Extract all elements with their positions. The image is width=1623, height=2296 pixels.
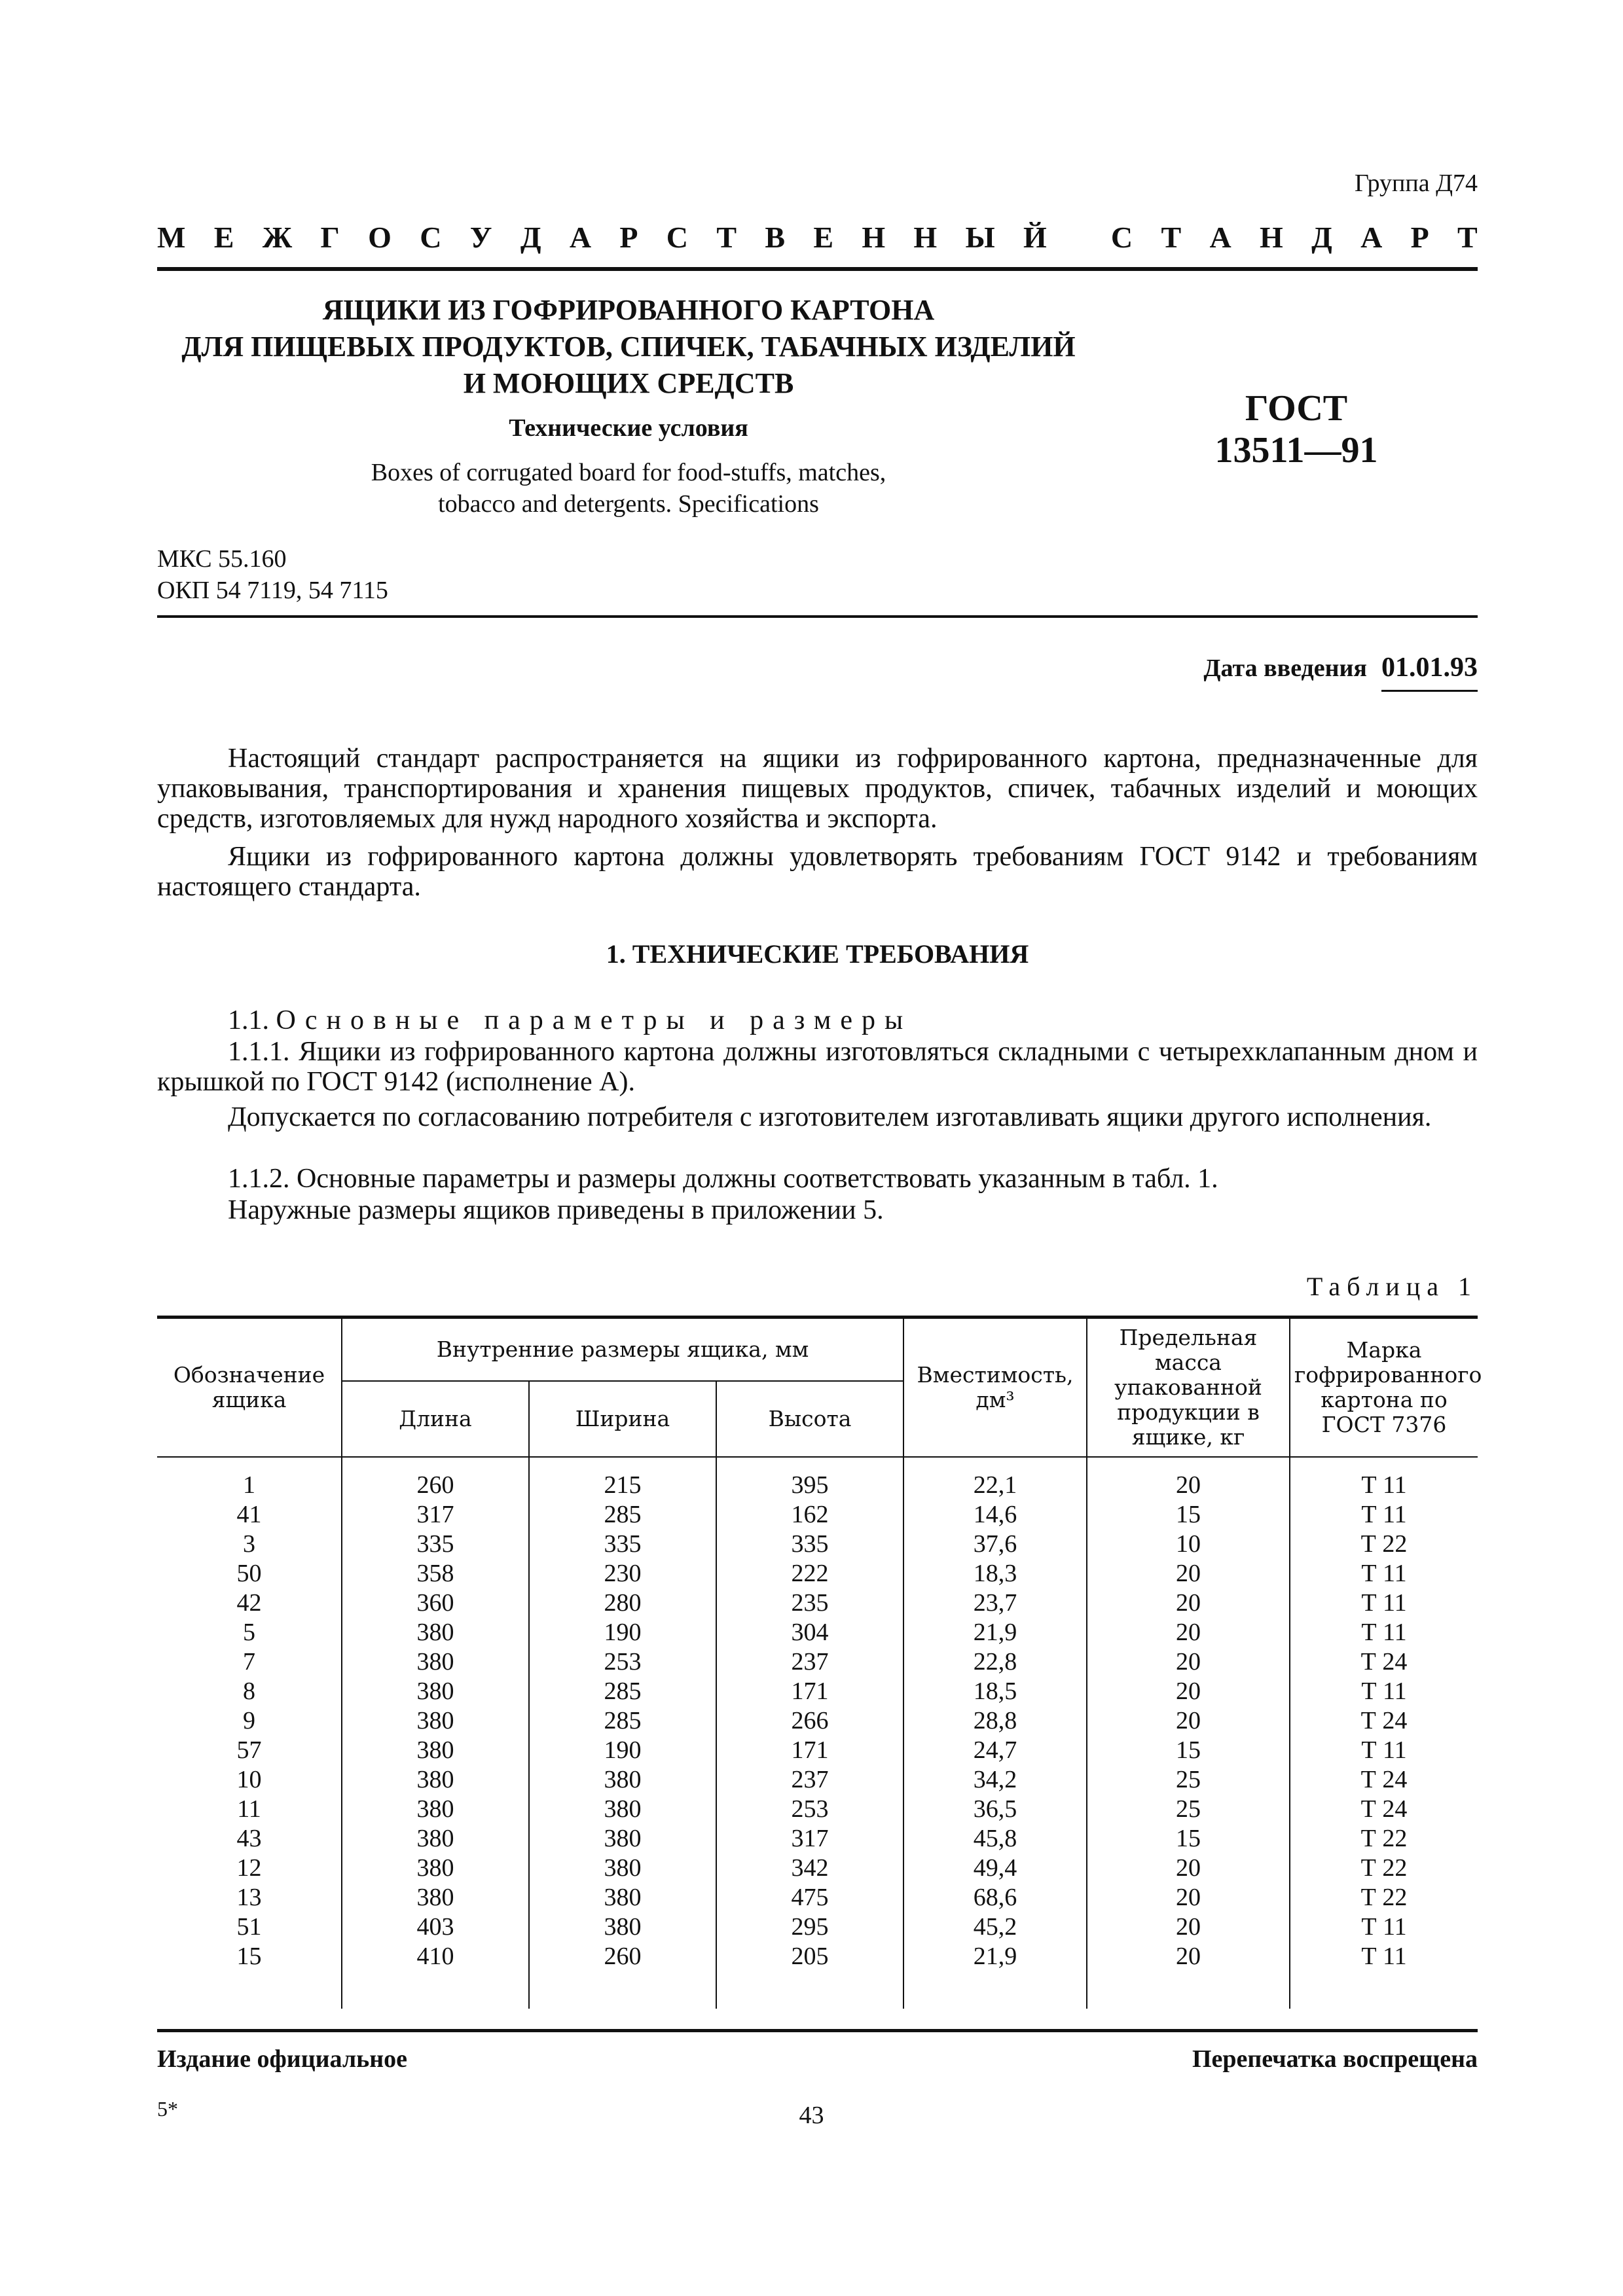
table-row: [157, 1530, 1478, 1559]
cell-designation: 3: [157, 1530, 342, 1559]
cell-length: 380: [342, 1765, 529, 1795]
page-number: 43: [799, 2102, 824, 2129]
cell-capacity: 34,2: [903, 1765, 1087, 1795]
cell-width: 190: [529, 1618, 716, 1647]
cell-max-mass: 20: [1087, 1912, 1290, 1942]
header-designation: Обозначение ящика: [157, 1318, 342, 1458]
header-width: Ширина: [529, 1381, 716, 1457]
heading-letter: Н: [862, 221, 886, 254]
intro-date-label: Дата введения: [1203, 655, 1367, 682]
cell-capacity: 37,6: [903, 1530, 1087, 1559]
heading-letter: Г: [320, 221, 340, 254]
header-capacity: Вместимость, дм³: [903, 1318, 1087, 1458]
gost-number: [1152, 387, 1440, 471]
cell-designation: 5: [157, 1618, 342, 1647]
heading-letter: Д: [520, 221, 541, 254]
table-row: [157, 1706, 1478, 1736]
introduction-date: [1203, 652, 1478, 692]
cell-height: 304: [716, 1618, 903, 1647]
cell-capacity: 18,3: [903, 1559, 1087, 1588]
cell-width: 380: [529, 1765, 716, 1795]
cell-capacity: 14,6: [903, 1500, 1087, 1530]
edition-note: Издание официальное: [157, 2045, 408, 2073]
cell-max-mass: 20: [1087, 1647, 1290, 1677]
section-heading-1: 1. ТЕХНИЧЕСКИЕ ТРЕБОВАНИЯ: [606, 939, 1029, 969]
heading-letter: А: [1360, 221, 1383, 254]
cell-length: 360: [342, 1588, 529, 1618]
cell-capacity: 22,8: [903, 1647, 1087, 1677]
cell-max-mass: 20: [1087, 1883, 1290, 1912]
subsection-number: 1.1.: [228, 1005, 269, 1035]
cell-width: 380: [529, 1854, 716, 1883]
cell-designation: 1: [157, 1457, 342, 1500]
table-row: [157, 1795, 1478, 1824]
heading-letter: Е: [213, 221, 234, 254]
cell-max-mass: 20: [1087, 1677, 1290, 1706]
cell-max-mass: 20: [1087, 1588, 1290, 1618]
cell-height: 162: [716, 1500, 903, 1530]
cell-board-grade: Т 22: [1290, 1530, 1478, 1559]
cell-board-grade: Т 11: [1290, 1912, 1478, 1942]
cell-height: 237: [716, 1765, 903, 1795]
document-title: ЯЩИКИ ИЗ ГОФРИРОВАННОГО КАРТОНА ДЛЯ ПИЩЕВЫХ ПРОДУКТОВ, СПИЧЕК, ТАБАЧНЫХ ИЗДЕЛИЙ И МОЮЩИХ СРЕДСТВ: [181, 294, 1076, 399]
cell-capacity: 21,9: [903, 1942, 1087, 2009]
cell-height: 335: [716, 1530, 903, 1559]
cell-board-grade: Т 11: [1290, 1588, 1478, 1618]
heading-letter: Р: [619, 221, 638, 254]
cell-height: 317: [716, 1824, 903, 1854]
cell-board-grade: Т 11: [1290, 1677, 1478, 1706]
mks-code: МКС 55.160: [157, 545, 287, 573]
cell-width: 380: [529, 1883, 716, 1912]
heading-letter: С: [666, 221, 689, 254]
cell-length: 380: [342, 1824, 529, 1854]
paragraph-scope: Настоящий стандарт распространяется на ящики из гофрированного картона, предназначенные для упаковывания, транспортирования и хранения пищевых продуктов, спичек, табачных изделий и моющих средств, изготовляемых для нужд народного хозяйства и экспорта.: [157, 744, 1478, 834]
footnote-mark: 5*: [157, 2097, 178, 2121]
heading-letter: Т: [1161, 221, 1182, 254]
cell-board-grade: Т 22: [1290, 1854, 1478, 1883]
cell-width: 253: [529, 1647, 716, 1677]
cell-board-grade: Т 24: [1290, 1706, 1478, 1736]
cell-height: 475: [716, 1883, 903, 1912]
cell-designation: 9: [157, 1706, 342, 1736]
table-row: [157, 1588, 1478, 1618]
paragraph-1-1-1: 1.1.1. Ящики из гофрированного картона должны изготовляться складными с четырехклапанным дном и крышкой по ГОСТ 9142 (исполнение А).: [157, 1037, 1478, 1097]
cell-width: 285: [529, 1706, 716, 1736]
heading-letter: Н: [913, 221, 938, 254]
table-row: [157, 1883, 1478, 1912]
cell-capacity: 45,2: [903, 1912, 1087, 1942]
english-title: Boxes of corrugated board for food-stuffs, matches, tobacco and detergents. Specifications: [371, 459, 886, 518]
heading-letter: У: [469, 221, 492, 254]
cell-height: 171: [716, 1736, 903, 1765]
table-row: [157, 1824, 1478, 1854]
header-board-grade: Марка гофрированного картона по ГОСТ 7376: [1290, 1318, 1478, 1458]
cell-width: 215: [529, 1457, 716, 1500]
heading-letter: Н: [1260, 221, 1283, 254]
cell-max-mass: 15: [1087, 1500, 1290, 1530]
cell-max-mass: 15: [1087, 1824, 1290, 1854]
cell-board-grade: Т 11: [1290, 1618, 1478, 1647]
cell-length: 380: [342, 1677, 529, 1706]
cell-width: 380: [529, 1912, 716, 1942]
title-block: [157, 292, 1100, 520]
gost-code: 13511—91: [1214, 430, 1378, 471]
heading-letter: Р: [1410, 221, 1429, 254]
cell-max-mass: 20: [1087, 1942, 1290, 2009]
cell-board-grade: Т 11: [1290, 1500, 1478, 1530]
document-subtitle: Технические условия: [509, 414, 748, 442]
subsection-1-1: [157, 1005, 1478, 1035]
interstate-standard-heading: [157, 220, 1478, 255]
cell-board-grade: Т 11: [1290, 1559, 1478, 1588]
heading-letter: Ж: [262, 221, 293, 254]
cell-height: 205: [716, 1942, 903, 2009]
box-parameters-table: [157, 1316, 1482, 2009]
cell-length: 410: [342, 1942, 529, 2009]
cell-length: 380: [342, 1647, 529, 1677]
cell-capacity: 18,5: [903, 1677, 1087, 1706]
cell-designation: 51: [157, 1912, 342, 1942]
cell-capacity: 22,1: [903, 1457, 1087, 1500]
cell-designation: 41: [157, 1500, 342, 1530]
reprint-note: Перепечатка воспрещена: [1192, 2045, 1478, 2073]
cell-max-mass: 20: [1087, 1854, 1290, 1883]
gost-label: ГОСТ: [1245, 388, 1348, 429]
heading-letter: С: [1110, 221, 1133, 254]
table-body: [157, 1457, 1478, 2009]
cell-capacity: 45,8: [903, 1824, 1087, 1854]
heading-letter: А: [1209, 221, 1231, 254]
paragraph-requirements: Ящики из гофрированного картона должны удовлетворять требованиям ГОСТ 9142 и требованиям настоящего стандарта.: [157, 842, 1478, 902]
cell-max-mass: 20: [1087, 1457, 1290, 1500]
cell-designation: 13: [157, 1883, 342, 1912]
heading-letter: О: [368, 221, 392, 254]
paragraph-1-1-2: 1.1.2. Основные параметры и размеры должны соответствовать указанным в табл. 1.: [228, 1164, 1218, 1194]
heading-letter: М: [157, 221, 186, 254]
cell-designation: 11: [157, 1795, 342, 1824]
table-row: [157, 1559, 1478, 1588]
heading-letter: Д: [1311, 221, 1332, 254]
footer-rule: [157, 2029, 1478, 2032]
table-row: [157, 1500, 1478, 1530]
heading-letter: В: [765, 221, 786, 254]
heading-letter: А: [569, 221, 592, 254]
header-internal-dims: Внутренние размеры ящика, мм: [342, 1318, 903, 1382]
heading-letter: Ы: [965, 221, 995, 254]
cell-width: 190: [529, 1736, 716, 1765]
table-row: [157, 1457, 1478, 1500]
group-code: Группа Д74: [1354, 170, 1478, 197]
cell-width: 335: [529, 1530, 716, 1559]
cell-length: 380: [342, 1795, 529, 1824]
cell-max-mass: 20: [1087, 1559, 1290, 1588]
cell-max-mass: 15: [1087, 1736, 1290, 1765]
cell-width: 260: [529, 1942, 716, 2009]
cell-length: 380: [342, 1706, 529, 1736]
cell-length: 380: [342, 1883, 529, 1912]
header-max-mass: Предельная масса упакованной продукции в ящике, кг: [1087, 1318, 1290, 1458]
cell-board-grade: Т 11: [1290, 1736, 1478, 1765]
table-row: [157, 1854, 1478, 1883]
cell-length: 403: [342, 1912, 529, 1942]
cell-height: 266: [716, 1706, 903, 1736]
cell-max-mass: 25: [1087, 1795, 1290, 1824]
cell-capacity: 36,5: [903, 1795, 1087, 1824]
top-rule: [157, 267, 1478, 271]
cell-board-grade: Т 24: [1290, 1647, 1478, 1677]
heading-letter: Т: [1457, 221, 1478, 254]
cell-length: 335: [342, 1530, 529, 1559]
cell-height: 342: [716, 1854, 903, 1883]
table-row: [157, 1765, 1478, 1795]
cell-length: 380: [342, 1618, 529, 1647]
table-row: [157, 1647, 1478, 1677]
cell-board-grade: Т 22: [1290, 1824, 1478, 1854]
table-row: [157, 1677, 1478, 1706]
cell-width: 285: [529, 1500, 716, 1530]
cell-width: 230: [529, 1559, 716, 1588]
cell-designation: 50: [157, 1559, 342, 1588]
cell-designation: 57: [157, 1736, 342, 1765]
cell-designation: 12: [157, 1854, 342, 1883]
cell-capacity: 49,4: [903, 1854, 1087, 1883]
cell-designation: 42: [157, 1588, 342, 1618]
table-label: Таблица 1: [1306, 1272, 1478, 1301]
cell-board-grade: Т 11: [1290, 1457, 1478, 1500]
cell-board-grade: Т 22: [1290, 1883, 1478, 1912]
cell-capacity: 28,8: [903, 1706, 1087, 1736]
cell-board-grade: Т 11: [1290, 1942, 1478, 2009]
cell-height: 395: [716, 1457, 903, 1500]
cell-height: 253: [716, 1795, 903, 1824]
cell-height: 235: [716, 1588, 903, 1618]
intro-date-value: 01.01.93: [1381, 652, 1478, 692]
table-row: [157, 1912, 1478, 1942]
cell-capacity: 24,7: [903, 1736, 1087, 1765]
cell-max-mass: 20: [1087, 1618, 1290, 1647]
cell-width: 380: [529, 1824, 716, 1854]
classification-codes: [157, 543, 388, 606]
cell-height: 171: [716, 1677, 903, 1706]
heading-letter: Й: [1023, 221, 1047, 254]
cell-board-grade: Т 24: [1290, 1795, 1478, 1824]
cell-designation: 15: [157, 1942, 342, 2009]
cell-width: 280: [529, 1588, 716, 1618]
cell-length: 260: [342, 1457, 529, 1500]
cell-width: 285: [529, 1677, 716, 1706]
table-row: [157, 1618, 1478, 1647]
cell-height: 222: [716, 1559, 903, 1588]
header-height: Высота: [716, 1381, 903, 1457]
cell-height: 295: [716, 1912, 903, 1942]
table-row: [157, 1736, 1478, 1765]
cell-length: 380: [342, 1736, 529, 1765]
cell-max-mass: 10: [1087, 1530, 1290, 1559]
cell-height: 237: [716, 1647, 903, 1677]
cell-max-mass: 25: [1087, 1765, 1290, 1795]
cell-designation: 10: [157, 1765, 342, 1795]
cell-length: 317: [342, 1500, 529, 1530]
cell-capacity: 23,7: [903, 1588, 1087, 1618]
heading-letter: С: [420, 221, 442, 254]
cell-length: 380: [342, 1854, 529, 1883]
table-row: [157, 1942, 1478, 2009]
paragraph-allowance: Допускается по согласованию потребителя с изготовителем изготавливать ящики другого исполнения.: [228, 1102, 1432, 1132]
cell-length: 358: [342, 1559, 529, 1588]
codes-rule: [157, 615, 1478, 618]
cell-max-mass: 20: [1087, 1706, 1290, 1736]
cell-capacity: 21,9: [903, 1618, 1087, 1647]
heading-letter: Е: [813, 221, 834, 254]
subsection-title: Основные параметры и размеры: [276, 1005, 913, 1035]
cell-width: 380: [529, 1795, 716, 1824]
paragraph-external-dims: Наружные размеры ящиков приведены в приложении 5.: [228, 1195, 884, 1225]
cell-designation: 8: [157, 1677, 342, 1706]
heading-letter: Т: [716, 221, 737, 254]
cell-board-grade: Т 24: [1290, 1765, 1478, 1795]
cell-designation: 7: [157, 1647, 342, 1677]
header-length: Длина: [342, 1381, 529, 1457]
word-gap: [1075, 220, 1083, 255]
cell-capacity: 68,6: [903, 1883, 1087, 1912]
cell-designation: 43: [157, 1824, 342, 1854]
okp-code: ОКП 54 7119, 54 7115: [157, 577, 388, 604]
